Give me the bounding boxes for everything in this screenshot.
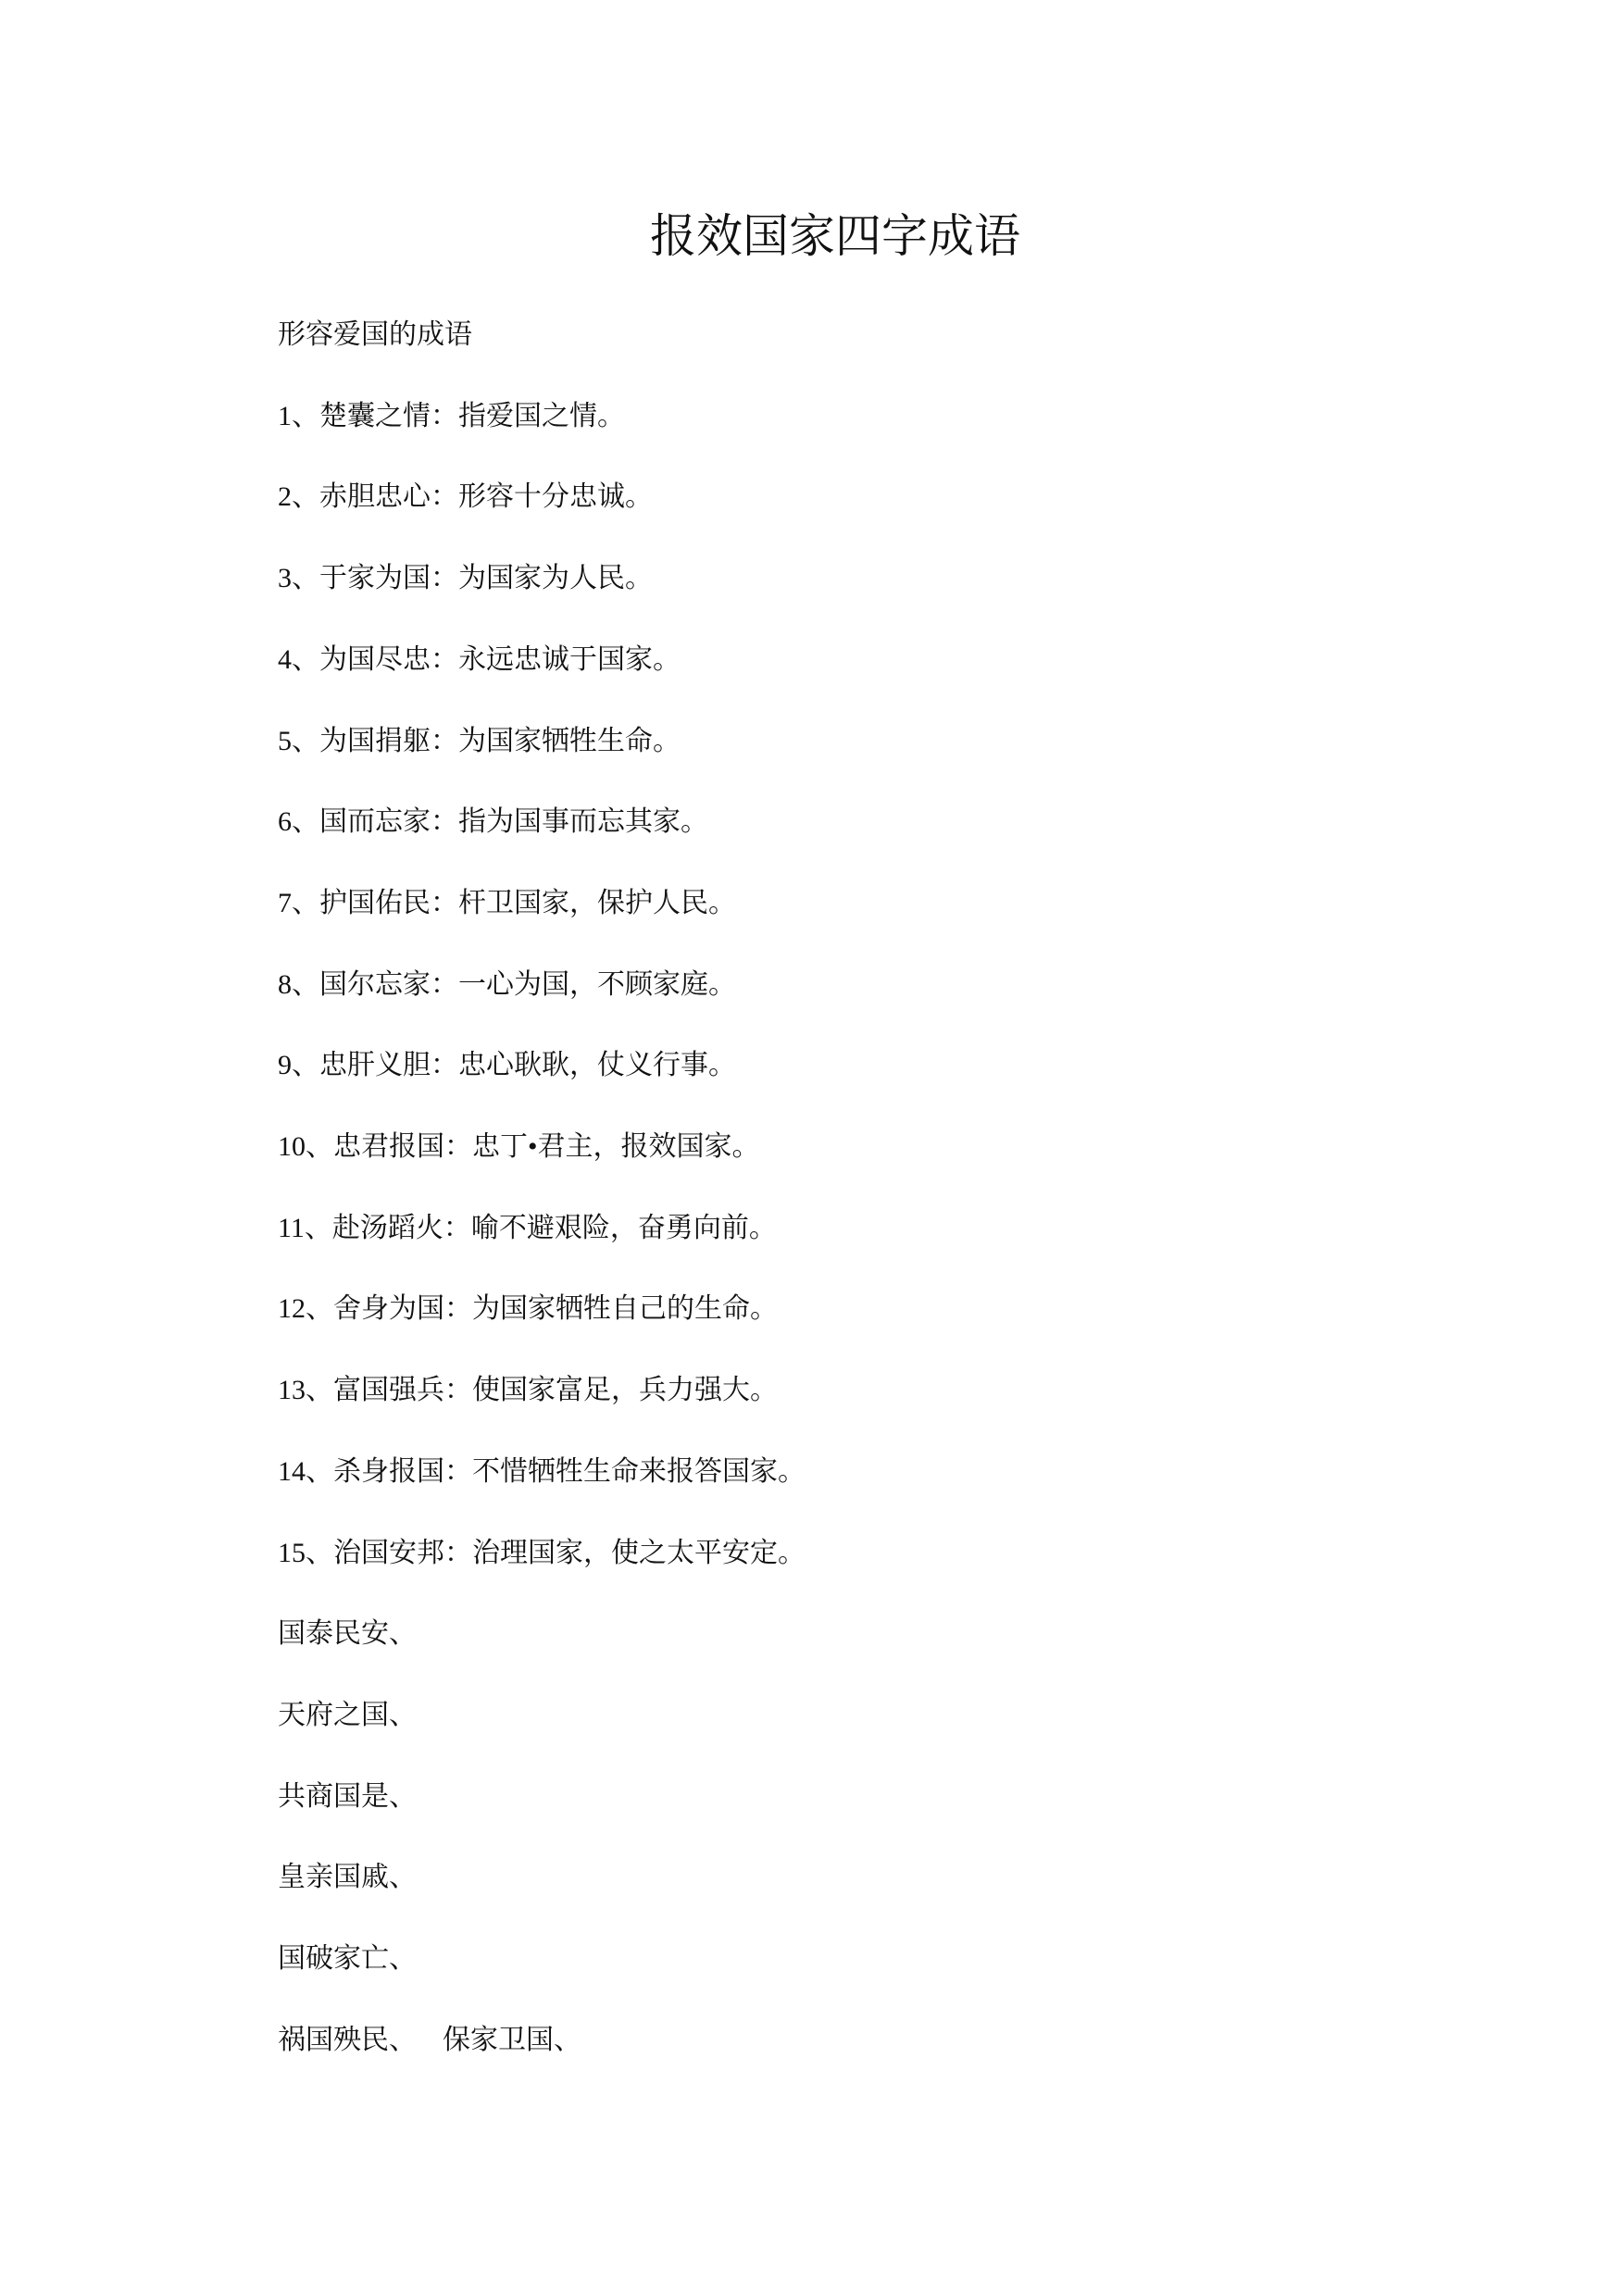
idiom-entry bbox=[278, 1106, 806, 1188]
idiom-sep: ： bbox=[431, 887, 458, 918]
idiom-sep: ： bbox=[444, 1375, 472, 1406]
idiom-sep: ： bbox=[431, 725, 458, 756]
idiom-num: 3、 bbox=[278, 563, 319, 594]
idiom-def: 治理国家，使之太平安定。 bbox=[472, 1537, 806, 1568]
idiom-sep: ： bbox=[431, 806, 458, 838]
idiom-def: 杆卫国家，保护人民。 bbox=[458, 887, 736, 918]
idiom-sep: ： bbox=[431, 968, 458, 1000]
idiom-def: 指爱国之情。 bbox=[458, 400, 625, 431]
idiom-num: 15、 bbox=[278, 1537, 333, 1568]
idiom-sep: ： bbox=[431, 481, 458, 513]
idiom-sep: ： bbox=[444, 1455, 472, 1487]
idiom-num: 2、 bbox=[278, 481, 319, 513]
idiom-entry bbox=[278, 376, 806, 457]
idiom-entry bbox=[278, 1025, 806, 1106]
idiom-num: 6、 bbox=[278, 806, 319, 838]
idiom-entry bbox=[278, 944, 806, 1026]
idiom-term: 杀身报国 bbox=[333, 1455, 444, 1487]
idiom-item: 国破家亡、 bbox=[278, 1943, 417, 1975]
idiom-num: 12、 bbox=[278, 1293, 333, 1325]
idiom-def: 喻不避艰险，奋勇向前。 bbox=[470, 1212, 777, 1243]
idiom-num: 11、 bbox=[278, 1212, 332, 1243]
idiom-entry bbox=[278, 1188, 806, 1269]
idiom-def: 不惜牺牲生命来报答国家。 bbox=[472, 1455, 806, 1487]
idiom-term: 赤胆忠心 bbox=[319, 481, 431, 513]
idiom-item: 共商国是、 bbox=[278, 1780, 417, 1812]
idiom-def: 永远忠诚于国家。 bbox=[458, 643, 681, 675]
idiom-num: 13、 bbox=[278, 1375, 333, 1406]
idiom-sep: ： bbox=[431, 563, 458, 594]
idiom-item: 天府之国、 bbox=[278, 1699, 417, 1730]
idiom-term: 国而忘家 bbox=[319, 806, 431, 838]
more-idioms-list bbox=[278, 1593, 806, 2000]
idiom-def: 形容十分忠诚。 bbox=[458, 481, 653, 513]
idiom-sep: ： bbox=[431, 1050, 458, 1081]
idiom-entry bbox=[278, 781, 806, 863]
idiom-num: 1、 bbox=[278, 400, 319, 431]
idiom-def: 忠心耿耿，仗义行事。 bbox=[458, 1050, 736, 1081]
idiom-entry bbox=[278, 1431, 806, 1513]
idiom-term: 治国安邦 bbox=[333, 1537, 444, 1568]
idiom-term: 于家为国 bbox=[319, 563, 431, 594]
idiom-sep: ： bbox=[431, 400, 458, 431]
idiom-sep: ： bbox=[444, 1131, 472, 1163]
idiom-entry bbox=[278, 1268, 806, 1350]
section-heading: 形容爱国的成语 bbox=[278, 319, 472, 350]
idiom-entry bbox=[278, 456, 806, 538]
idiom-entry bbox=[278, 1513, 806, 1594]
idiom-entry bbox=[278, 538, 806, 619]
document-body bbox=[278, 294, 806, 2080]
idiom-def: 使国家富足，兵力强大。 bbox=[472, 1375, 778, 1406]
idiom-term: 为国捐躯 bbox=[319, 725, 431, 756]
idiom-def: 指为国事而忘其家。 bbox=[458, 806, 708, 838]
idiom-num: 10、 bbox=[278, 1131, 333, 1163]
idiom-num: 5、 bbox=[278, 725, 319, 756]
idiom-def: 为国家牺牲自己的生命。 bbox=[472, 1293, 778, 1325]
idiom-term: 楚囊之情 bbox=[319, 400, 431, 431]
idiom-sep: ： bbox=[443, 1212, 471, 1243]
last-line bbox=[278, 2000, 806, 2081]
idiom-item: 祸国殃民、 bbox=[278, 2024, 417, 2055]
idiom-sep: ： bbox=[444, 1293, 472, 1325]
page-title: 报效国家四字成语 bbox=[650, 210, 1020, 262]
idiom-item: 皇亲国戚、 bbox=[278, 1862, 417, 1893]
idiom-list bbox=[278, 376, 806, 1594]
idiom-item: 保家卫国、 bbox=[443, 2024, 581, 2055]
idiom-sep: ： bbox=[444, 1537, 472, 1568]
idiom-num: 14、 bbox=[278, 1455, 333, 1487]
idiom-num: 7、 bbox=[278, 887, 319, 918]
idiom-num: 9、 bbox=[278, 1050, 319, 1081]
idiom-def: 忠丁•君主，报效国家。 bbox=[472, 1131, 760, 1163]
idiom-term: 国尔忘家 bbox=[319, 968, 431, 1000]
idiom-term: 赴汤蹈火 bbox=[331, 1212, 443, 1243]
idiom-term: 舍身为国 bbox=[333, 1293, 444, 1325]
idiom-entry bbox=[278, 863, 806, 944]
idiom-term: 为国尽忠 bbox=[319, 643, 431, 675]
idiom-entry bbox=[278, 619, 806, 701]
idiom-def: 为国家牺牲生命。 bbox=[458, 725, 681, 756]
idiom-term: 忠肝义胆 bbox=[319, 1050, 431, 1081]
idiom-num: 8、 bbox=[278, 968, 319, 1000]
idiom-term: 富国强兵 bbox=[333, 1375, 444, 1406]
idiom-item: 国泰民安、 bbox=[278, 1618, 417, 1650]
idiom-term: 护国佑民 bbox=[319, 887, 431, 918]
idiom-term: 忠君报国 bbox=[333, 1131, 444, 1163]
idiom-def: 一心为国，不顾家庭。 bbox=[458, 968, 736, 1000]
idiom-def: 为国家为人民。 bbox=[458, 563, 653, 594]
idiom-num: 4、 bbox=[278, 643, 319, 675]
idiom-entry bbox=[278, 1350, 806, 1431]
idiom-sep: ： bbox=[431, 643, 458, 675]
idiom-entry bbox=[278, 701, 806, 782]
